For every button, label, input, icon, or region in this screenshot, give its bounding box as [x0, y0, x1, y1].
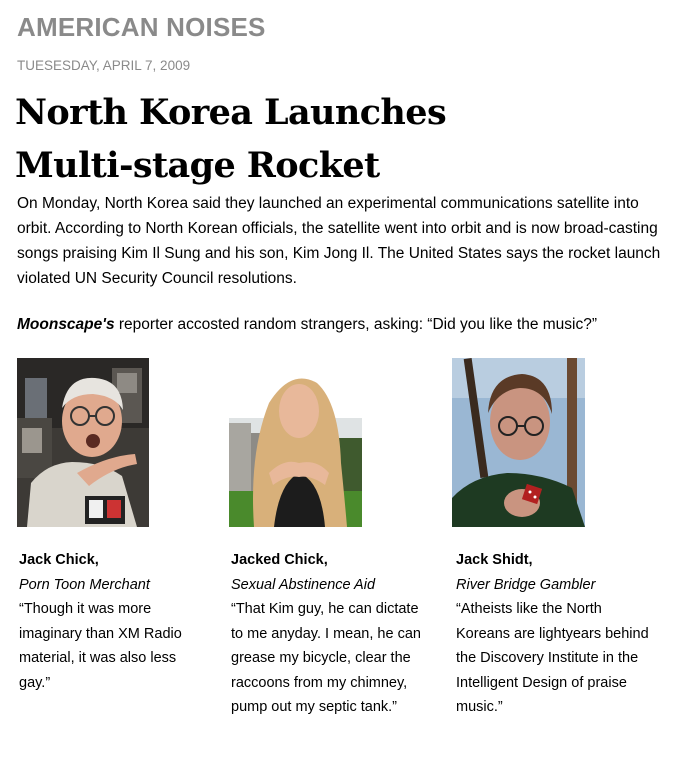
respondent-quote: “That Kim guy, he can dictate to me anyday. I mean, he can grease my bicycle, clear the raccoons from my chimney, pump out my septic tank.” [231, 601, 421, 715]
respondent-card-3 [456, 548, 656, 720]
respondent-card-1 [19, 548, 194, 695]
headline-line-2: Multi-stage Rocket [15, 145, 380, 186]
headline-line-1: North Korea Launches [15, 92, 447, 133]
respondent-name: Jack Chick, [19, 552, 99, 568]
masthead: AMERICAN NOISES [17, 12, 266, 42]
respondent-photo-2 [229, 363, 362, 527]
headline [15, 86, 615, 192]
publication-name: Moonscape's [17, 316, 115, 333]
respondent-photo-1 [17, 358, 149, 527]
respondent-name: Jacked Chick, [231, 552, 328, 568]
blonde-woman-photo [229, 363, 362, 527]
question-paragraph [17, 316, 677, 334]
respondent-title: Porn Toon Merchant [19, 576, 150, 593]
respondent-title: Sexual Abstinence Aid [231, 576, 376, 593]
respondent-quote: “Though it was more imaginary than XM Radio material, it was also less gay.” [19, 601, 182, 691]
respondent-title: River Bridge Gambler [456, 576, 596, 593]
question-text: reporter accosted random strangers, asking: “Did you like the music?” [114, 316, 598, 333]
old-man-photo [17, 358, 149, 527]
respondent-card-2 [231, 548, 431, 720]
lede-paragraph: On Monday, North Korea said they launched an experimental communications satellite into orbit. According to North Korean officials, the satellite went into orbit and is now broad-casting songs praising Kim Il Sung and his son, Kim Jong Il. The United States says the rocket launch violated UN Security Council resolutions. [17, 195, 661, 287]
respondent-photo-3 [452, 358, 585, 527]
man-with-dice-photo [452, 358, 585, 527]
dateline: TUESESDAY, APRIL 7, 2009 [17, 58, 191, 73]
respondent-quote: “Atheists like the North Koreans are lightyears behind the Discovery Institute in the Intelligent Design of praise music.” [456, 601, 649, 715]
respondent-name: Jack Shidt, [456, 552, 533, 568]
